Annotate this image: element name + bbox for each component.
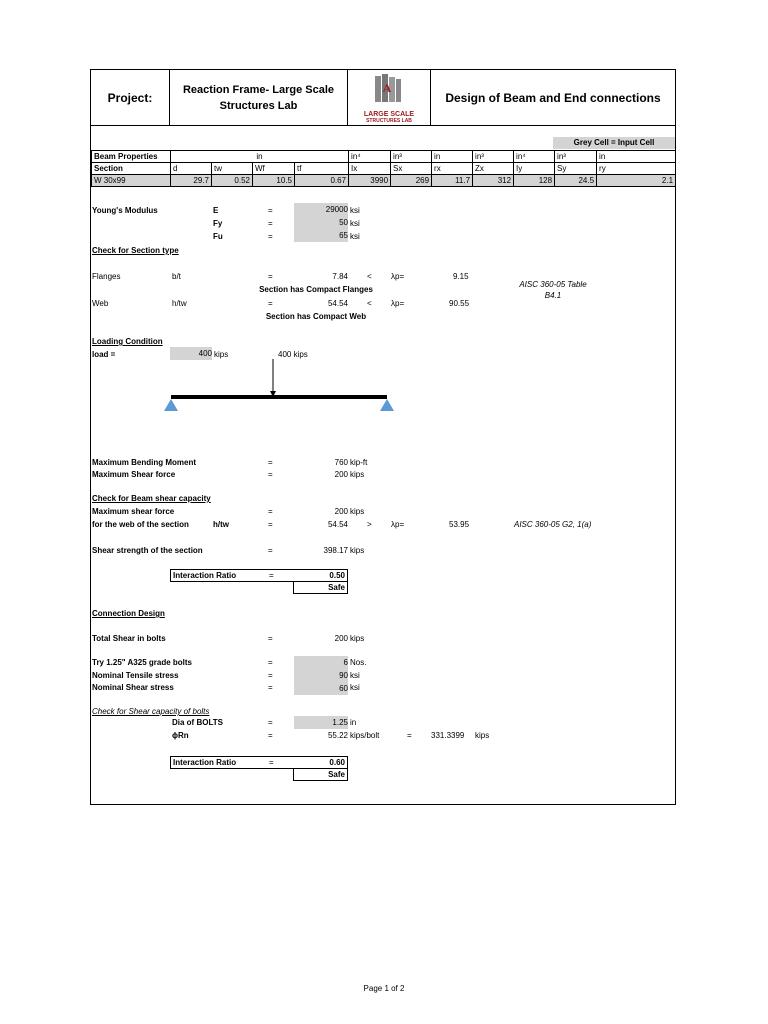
nominal-shear-unit: ksi (350, 683, 360, 692)
equals: = (268, 546, 273, 555)
arrow-load-label: 400 kips (278, 350, 308, 359)
header-cell: Wf (253, 163, 295, 175)
load-unit: kips (214, 350, 229, 359)
fu-symbol: Fu (213, 232, 223, 241)
fu-value[interactable]: 65 (294, 229, 348, 242)
tensile-value[interactable]: 90 (294, 669, 348, 682)
unit-cell: in³ (555, 151, 597, 163)
total-shear-unit: kips (350, 634, 365, 643)
header-divider (91, 125, 675, 126)
bolt-check-heading: Check for Shear capacity of bolts (92, 707, 210, 716)
interaction-ratio-value: 0.50 (329, 571, 345, 580)
flanges-op: < (367, 272, 372, 281)
values-row (92, 175, 676, 187)
beam-properties-label: Beam Properties (92, 151, 171, 163)
value-cell[interactable]: 128 (514, 175, 555, 187)
project-label: Project: (107, 91, 153, 105)
flanges-value: 7.84 (332, 272, 348, 281)
strength-label: Shear strength of the section (92, 546, 203, 555)
shear-op: > (367, 520, 372, 529)
right-support-icon (380, 399, 394, 411)
project-title-cell (170, 70, 348, 126)
web-limit: 90.55 (449, 299, 470, 308)
fu-unit: ksi (350, 232, 360, 241)
equals: = (268, 683, 273, 692)
loading-heading: Loading Condition (92, 337, 163, 346)
bolt-dia-unit: in (350, 718, 357, 727)
shear-limit: 53.95 (449, 520, 470, 529)
unit-cell: in (432, 151, 473, 163)
shear-ref: AISC 360-05 G2, 1(a) (514, 520, 592, 529)
equals: = (268, 470, 273, 479)
value-cell[interactable]: 0.52 (212, 175, 253, 187)
load-value[interactable]: 400 (170, 347, 212, 360)
web-section-label: for the web of the section (92, 520, 189, 529)
moment-unit: kip-ft (350, 458, 368, 467)
flanges-limit: 9.15 (453, 272, 469, 281)
lab-logo (354, 74, 424, 122)
unit-cell: in⁴ (514, 151, 555, 163)
header-cell: rx (432, 163, 473, 175)
flanges-result: Section has Compact Flanges (259, 285, 373, 294)
bolt-dia-value[interactable]: 1.25 (294, 716, 348, 729)
interaction-ratio-label: Interaction Ratio (173, 571, 237, 580)
flanges-label: Flanges (92, 272, 121, 281)
e-unit: ksi (350, 206, 360, 215)
header-cell: Zx (473, 163, 514, 175)
bolt-capacity-unit: kips (475, 731, 490, 740)
header-cell: Iy (514, 163, 555, 175)
unit-cell: in (171, 151, 349, 163)
page-footer: Page 1 of 2 (363, 984, 405, 993)
equals: = (268, 671, 273, 680)
tensile-unit: ksi (350, 671, 360, 680)
design-title: Design of Beam and End connections (445, 91, 661, 105)
design-title-cell (431, 70, 675, 126)
value-cell[interactable]: 0.67 (295, 175, 349, 187)
shear-lambda: λp= (391, 520, 405, 529)
value-cell[interactable]: 2.1 (597, 175, 676, 187)
fy-value[interactable]: 50 (294, 216, 348, 229)
header-cell: Sy (555, 163, 597, 175)
header-cell: Sx (391, 163, 432, 175)
tensile-label: Nominal Tensile stress (92, 671, 179, 680)
value-cell[interactable]: 269 (391, 175, 432, 187)
equals: = (268, 634, 273, 643)
value-cell[interactable]: 312 (473, 175, 514, 187)
fy-symbol: Fy (213, 219, 223, 228)
bolt-interaction-ratio-value: 0.60 (329, 758, 345, 767)
equals: = (268, 219, 273, 228)
header-cell: tw (212, 163, 253, 175)
web-result: Section has Compact Web (265, 312, 367, 321)
equals: = (268, 272, 273, 281)
unit-cell: in³ (391, 151, 432, 163)
equals: = (268, 458, 273, 467)
equals: = (407, 731, 412, 740)
section-type-ref: AISC 360-05 Table B4.1 (519, 280, 587, 300)
shear-check-heading: Check for Beam shear capacity (92, 494, 211, 503)
connection-heading: Connection Design (92, 609, 165, 618)
logo-subtext: STRUCTURES LAB (366, 118, 412, 124)
bolt-capacity-total: 331.3399 (431, 731, 465, 740)
unit-cell: in (597, 151, 676, 163)
value-cell[interactable]: 11.7 (432, 175, 473, 187)
equals: = (269, 571, 274, 580)
shear-ratio-value: 54.54 (327, 520, 348, 529)
shear-unit: kips (350, 470, 365, 479)
phi-rn-label: ϕRn (172, 731, 189, 740)
nominal-shear-label: Nominal Shear stress (92, 683, 174, 692)
web-ratio: h/tw (172, 299, 187, 308)
flanges-ratio: b/t (172, 272, 181, 281)
bolt-interaction-ratio-label: Interaction Ratio (173, 758, 237, 767)
strength-value: 398.17 (323, 546, 348, 555)
beam-properties-table (91, 150, 676, 187)
bolt-status: Safe (293, 768, 348, 781)
value-cell[interactable]: 29.7 (171, 175, 212, 187)
header-cell: tf (295, 163, 349, 175)
equals: = (269, 758, 274, 767)
equals: = (268, 299, 273, 308)
input-cell-legend: Grey Cell = Input Cell (553, 137, 675, 149)
max-shear-value: 200 (334, 507, 348, 516)
load-label: load = (92, 350, 116, 359)
shear-label: Maximum Shear force (92, 470, 176, 479)
bolt-count-unit: Nos. (350, 658, 367, 667)
web-op: < (367, 299, 372, 308)
equals: = (268, 232, 273, 241)
logo-cell (348, 70, 431, 126)
beam-diagram (161, 355, 401, 415)
strength-unit: kips (350, 546, 365, 555)
e-value[interactable]: 29000 (294, 203, 348, 216)
header-cell: Ix (349, 163, 391, 175)
logo-text: LARGE SCALE (363, 111, 415, 118)
web-value: 54.54 (327, 299, 348, 308)
svg-text:A: A (382, 81, 392, 95)
section-label: Section (92, 163, 171, 175)
moment-label: Maximum Bending Moment (92, 458, 197, 467)
web-lambda: λp= (391, 299, 405, 308)
web-label: Web (92, 299, 109, 308)
worksheet (90, 69, 676, 805)
bolt-dia-label: Dia of BOLTS (172, 718, 223, 727)
left-support-icon (164, 399, 178, 411)
shear-status: Safe (293, 581, 348, 594)
logo-building-icon (354, 74, 424, 106)
unit-cell: in⁴ (349, 151, 391, 163)
equals: = (268, 520, 273, 529)
max-shear-unit: kips (350, 507, 365, 516)
equals: = (268, 507, 273, 516)
value-cell[interactable]: 3990 (349, 175, 391, 187)
beam-line (171, 395, 387, 399)
e-symbol: E (213, 206, 219, 215)
shear-value: 200 (334, 470, 348, 479)
fy-unit: ksi (350, 219, 360, 228)
unit-cell: in³ (473, 151, 514, 163)
header-cell: d (171, 163, 212, 175)
equals: = (268, 658, 273, 667)
value-cell[interactable]: 10.5 (253, 175, 295, 187)
section-type-heading: Check for Section type (92, 246, 179, 255)
header-cell: ry (597, 163, 676, 175)
total-shear-value: 200 (334, 634, 348, 643)
units-row (92, 151, 676, 163)
equals: = (268, 731, 273, 740)
try-bolts-label: Try 1.25" A325 grade bolts (92, 658, 192, 667)
equals: = (268, 718, 273, 727)
max-shear-label: Maximum shear force (92, 507, 175, 516)
phi-rn-value: 55.22 (327, 731, 348, 740)
headers-row (92, 163, 676, 175)
total-shear-label: Total Shear in bolts (92, 634, 166, 643)
youngs-modulus-label: Young's Modulus (92, 206, 158, 215)
equals: = (268, 206, 273, 215)
moment-value: 760 (334, 458, 348, 467)
project-title: Reaction Frame- Large Scale Structures Lab (182, 84, 334, 112)
section-name[interactable]: W 30x99 (92, 175, 171, 187)
nominal-shear-value[interactable]: 60 (294, 682, 348, 695)
phi-rn-unit: kips/bolt (350, 731, 380, 740)
project-label-cell (91, 70, 170, 126)
bolt-count-value[interactable]: 6 (294, 656, 348, 669)
shear-ratio: h/tw (213, 520, 229, 529)
flanges-lambda: λp= (391, 272, 405, 281)
value-cell[interactable]: 24.5 (555, 175, 597, 187)
